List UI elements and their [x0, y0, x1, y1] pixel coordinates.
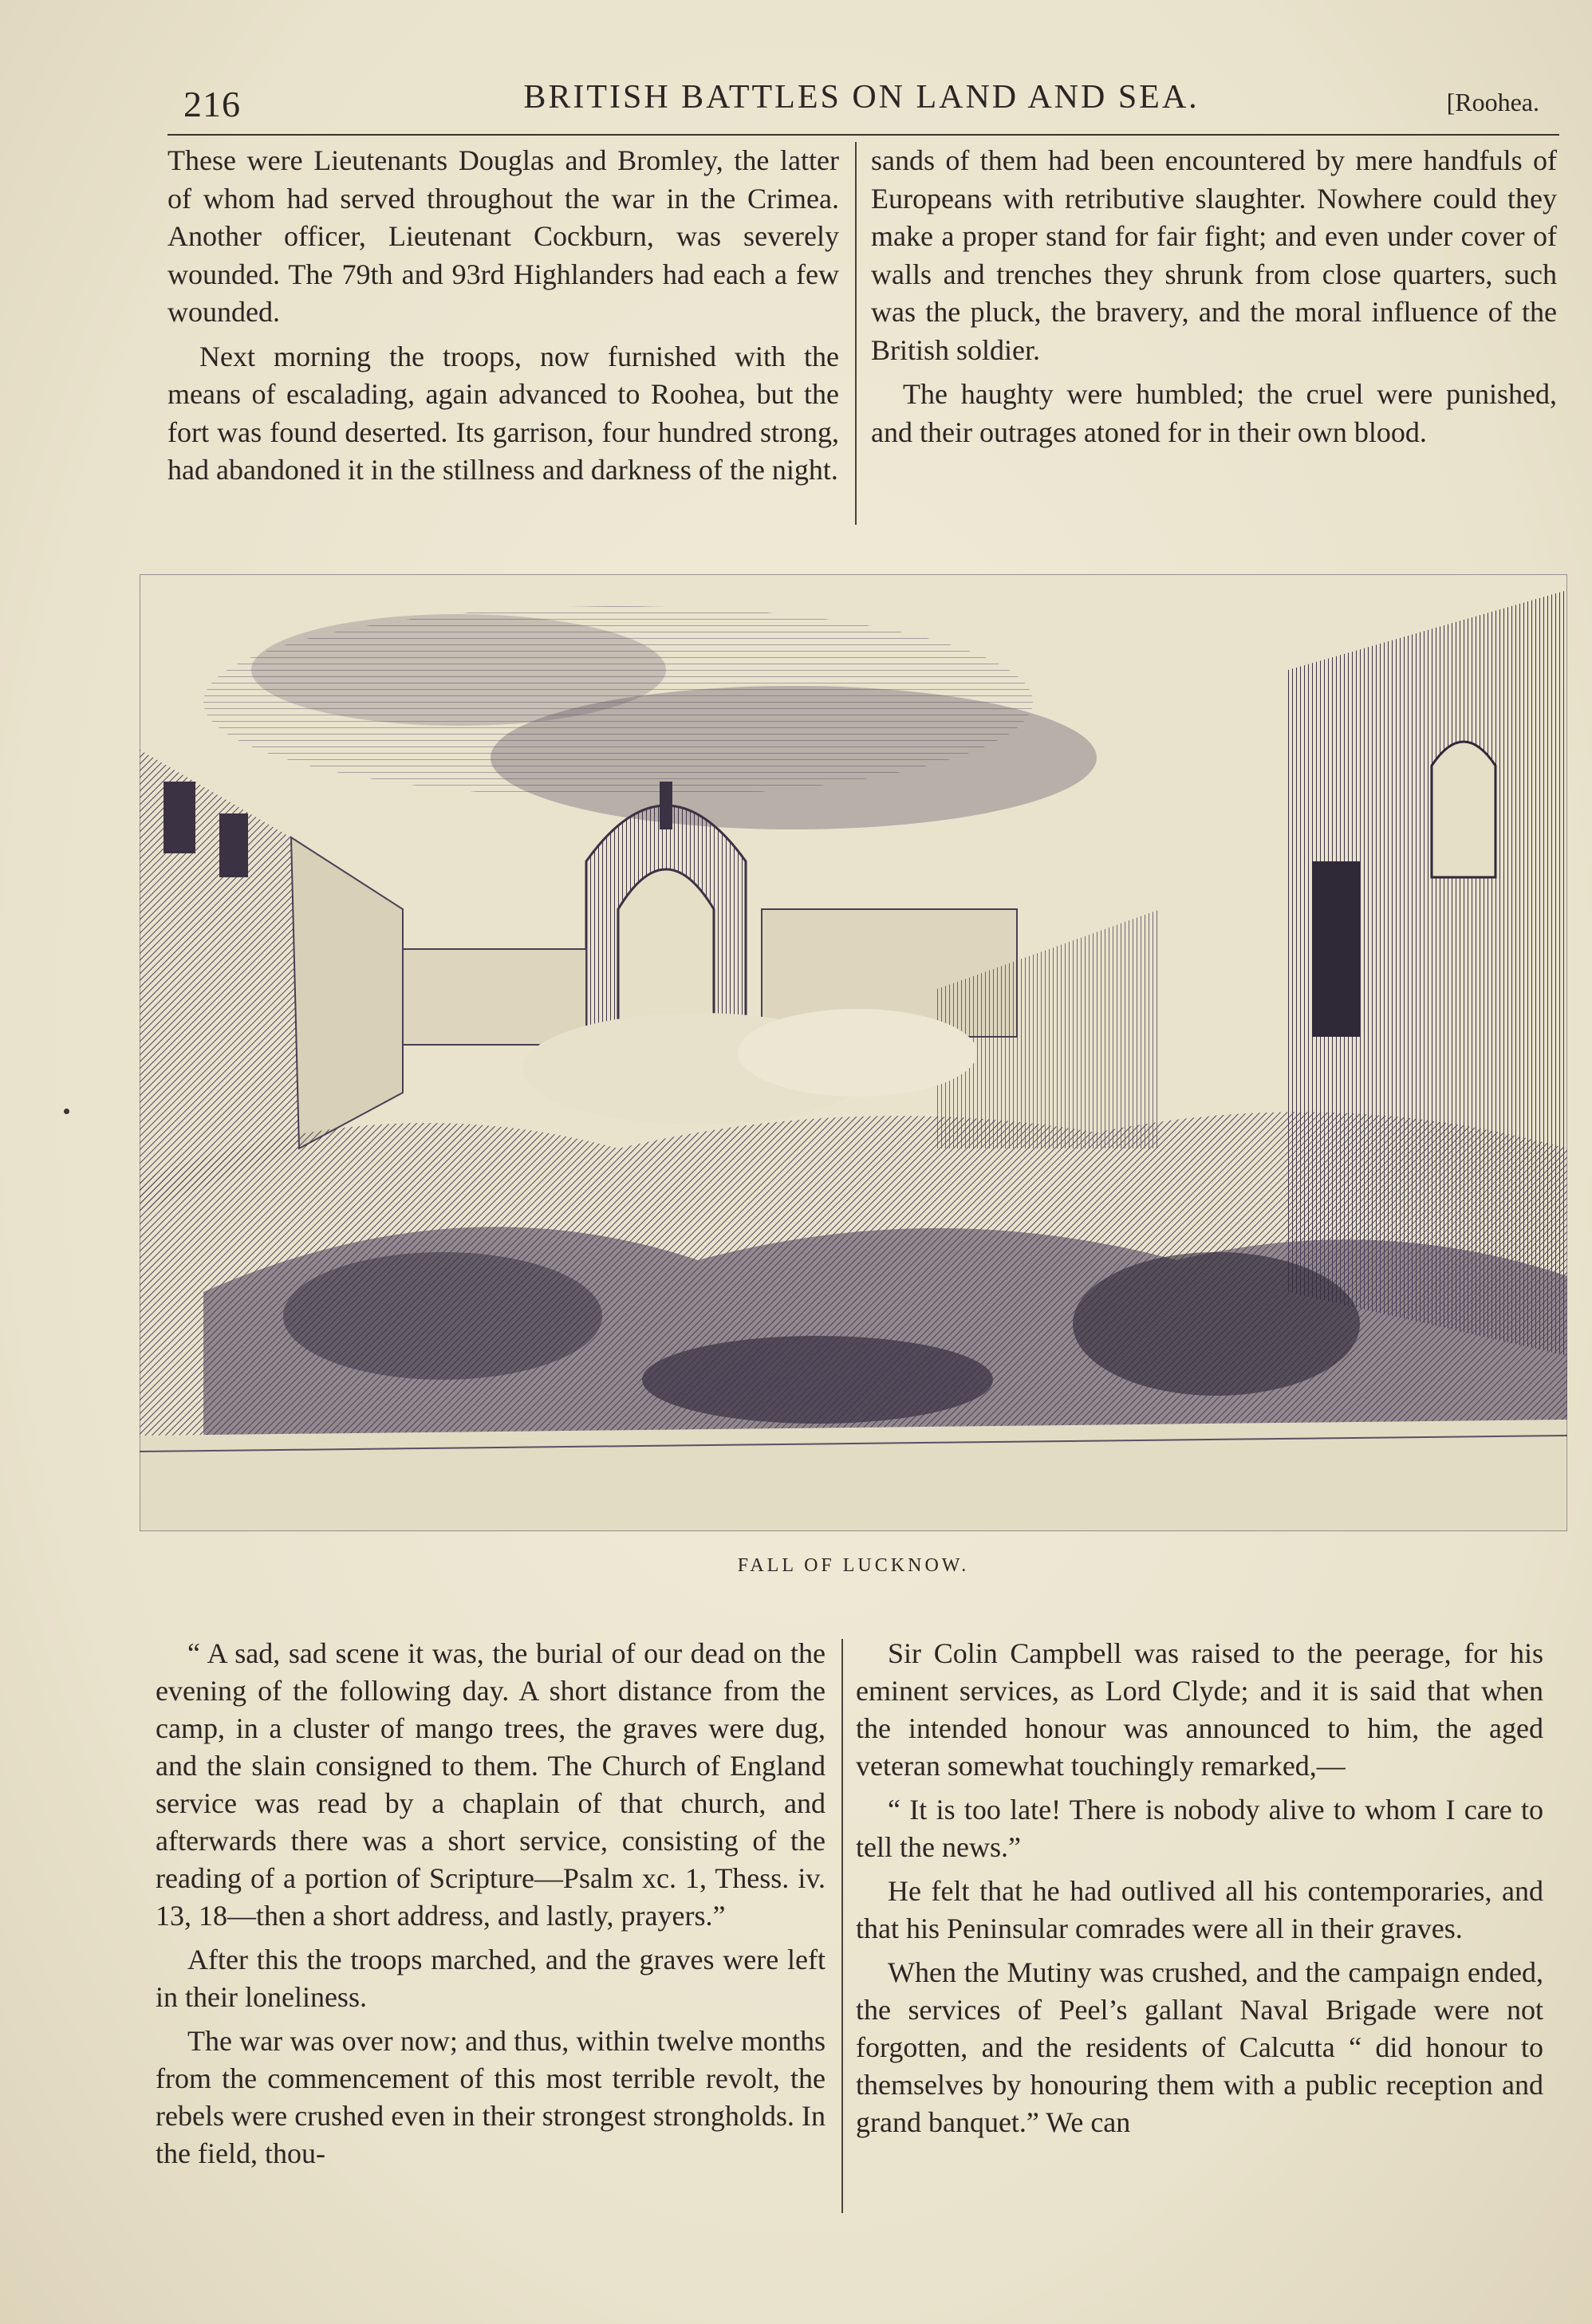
- battle-crowd: [140, 1112, 1567, 1467]
- running-title: BRITISH BATTLES ON LAND AND SEA.: [523, 79, 1200, 116]
- paragraph: “ A sad, sad scene it was, the burial of our dead on the evening of the following day. A short distance from the camp, in a cluster of mango trees, the graves were dug, and the slain consigned to them. The Church of England service was read by a chaplain of that church, and afterwards there was a short service, consisting of the reading of a portion of Scripture—Psalm xc. 1, Thess. iv. 13, 18—then a short address, and lastly, prayers.”: [156, 1637, 826, 1932]
- paragraph: The haughty were humbled; the cruel were punished, and their outrages atoned for in their own blood.: [871, 378, 1557, 448]
- top-right-column: [871, 142, 1557, 451]
- paragraph: After this the troops marched, and the graves were left in their loneliness.: [156, 1944, 826, 2013]
- paragraph: Sir Colin Campbell was raised to the peerage, for his eminent services, as Lord Clyde; and it is said that when the intended honour was announced to him, the aged veteran somewhat touchingly remarked,—: [856, 1637, 1543, 1782]
- paragraph: He felt that he had outlived all his contemporaries, and that his Peninsular comrades were all in their graves.: [856, 1875, 1543, 1944]
- top-left-column: [167, 142, 839, 490]
- page-number: 216: [183, 84, 241, 124]
- fall-of-lucknow-engraving: [140, 574, 1567, 1531]
- header-rule: [167, 134, 1559, 136]
- paragraph: sands of them had been encountered by mere handfuls of Europeans with retributive slaughter. Nowhere could they make a proper stand for fair fight; and even under cover of walls and trenches they shrunk from close quarters, such was the pluck, the bravery, and the moral influence of the British soldier.: [871, 144, 1557, 366]
- bottom-left-column: [156, 1635, 826, 2172]
- paragraph: “ It is too late! There is nobody alive to whom I care to tell the news.”: [856, 1794, 1543, 1863]
- paragraph: The war was over now; and thus, within twelve months from the commencement of this most terrible revolt, the rebels were crushed even in their strongest strongholds. In the field, thou-: [156, 2025, 826, 2169]
- column-divider: [855, 142, 857, 525]
- stray-mark: [64, 1109, 69, 1114]
- bottom-right-column: [856, 1635, 1543, 2141]
- paragraph: Next morning the troops, now furnished with the means of escalading, again advanced to Roohea, but the fort was found deserted. Its garrison, four hundred strong, had abandoned it in the stillness and darkness of the night.: [167, 340, 839, 486]
- paragraph: When the Mutiny was crushed, and the campaign ended, the services of Peel’s gallant Naval Brigade were not forgotten, and the residents of Calcutta “ did honour to themselves by honouring them with a public reception and grand banquet.” We can: [856, 1956, 1543, 2138]
- illustration-caption: FALL OF LUCKNOW.: [737, 1555, 970, 1576]
- ground: [140, 1420, 1567, 1531]
- paragraph: These were Lieutenants Douglas and Bromley, the latter of whom had served throughout the war in the Crimea. Another officer, Lieutenant Cockburn, was severely wounded. The 79th and 93rd Highlanders had each a few wounded.: [167, 144, 839, 328]
- running-header: [183, 73, 1539, 129]
- column-divider: [841, 1639, 843, 2213]
- section-tag: [Roohea.: [1446, 88, 1539, 116]
